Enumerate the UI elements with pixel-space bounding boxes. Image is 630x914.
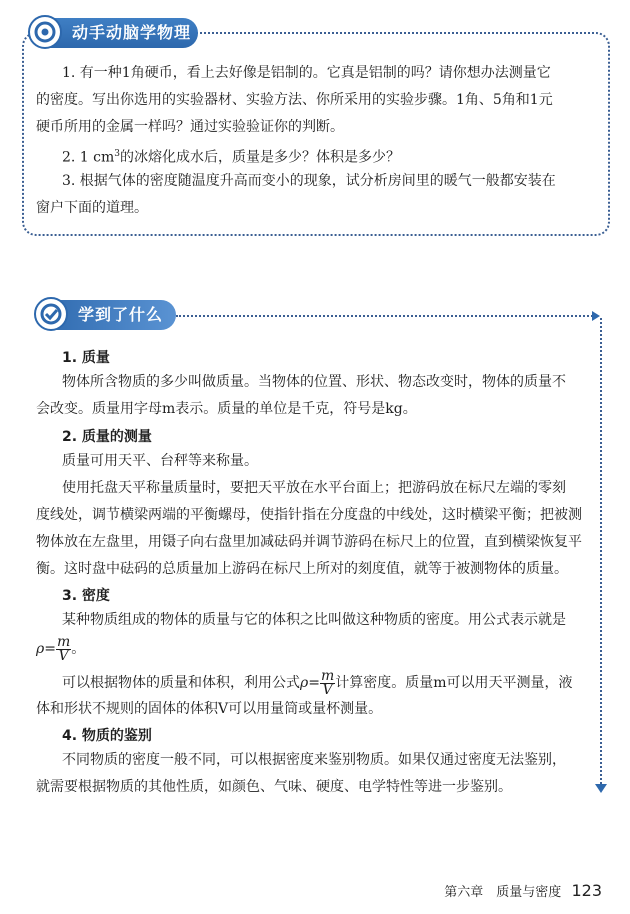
inline-numerator: m [320, 667, 335, 684]
s3-line-1: 某种物质组成的物体的质量与它的体积之比叫做这种物质的密度。用公式表示就是 [62, 612, 566, 628]
summary-top-arrow [592, 311, 600, 321]
fraction-denominator: V [58, 647, 69, 664]
summary-title-badge [36, 300, 176, 330]
q2-suffix: 的冰熔化成水后，质量是多少？体积是多少？ [120, 149, 401, 166]
s3-line-3 [62, 666, 573, 700]
s4-heading: 4. 物质的鉴别 [62, 728, 152, 744]
chapter-label: 第六章 质量与密度 [444, 885, 562, 900]
s2-line-3: 度线处，调节横梁两端的平衡螺母，使指针指在分度盘的中线处，这时横梁平衡；把被测 [36, 507, 582, 523]
inline-rho: ρ= [300, 675, 320, 691]
page-footer [444, 881, 602, 900]
page-number: 123 [571, 881, 602, 900]
summary-title: 学到了什么 [78, 305, 164, 324]
s3-line-4: 体和形状不规则的固体的体积V可以用量筒或量杯测量。 [36, 701, 383, 717]
s2-heading: 2. 质量的测量 [62, 429, 152, 445]
density-formula [36, 632, 85, 666]
s2-line-2: 使用托盘天平称量质量时，要把天平放在水平台面上；把游码放在标尺左端的零刻 [62, 480, 566, 496]
s2-line-1: 质量可用天平、台秤等来称量。 [62, 453, 258, 469]
inline-denominator: V [322, 681, 333, 698]
s2-line-4: 物体放在左盘里，用镊子向右盘里加减砝码并调节游码在标尺上的位置，直到横梁恢复平 [36, 534, 582, 550]
summary-header-line [176, 315, 596, 317]
formula-period: 。 [71, 641, 86, 657]
rho-symbol: ρ= [36, 641, 56, 657]
check-icon [34, 297, 68, 331]
inline-fraction [320, 667, 335, 698]
q3-line-1: 3. 根据气体的密度随温度升高而变小的现象，试分析房间里的暖气一般都安装在 [62, 173, 556, 189]
s4-line-1: 不同物质的密度一般不同，可以根据密度来鉴别物质。如果仅通过密度无法鉴别， [62, 752, 566, 768]
s3-line-3-b: 计算密度。质量m可以用天平测量，液 [335, 675, 573, 691]
s1-line-1: 物体所含物质的多少叫做质量。当物体的位置、形状、物态改变时，物体的质量不 [62, 374, 566, 390]
q1-line-2: 的密度。写出你选用的实验器材、实验方法、你所采用的实验步骤。1角、5角和1元 [36, 92, 553, 108]
s1-heading: 1. 质量 [62, 350, 110, 366]
s3-line-3-a: 可以根据物体的质量和体积，利用公式 [62, 675, 300, 691]
q1-line-3: 硬币所用的金属一样吗？通过实验验证你的判断。 [36, 119, 344, 135]
exercise-title-badge [30, 18, 198, 48]
q1-line-1: 1. 有一种1角硬币，看上去好像是铝制的。它真是铝制的吗？请你想办法测量它 [62, 65, 551, 81]
s3-heading: 3. 密度 [62, 588, 110, 604]
exercise-title: 动手动脑学物理 [72, 23, 192, 42]
target-icon [28, 15, 62, 49]
s4-line-2: 就需要根据物质的其他性质，如颜色、气味、硬度、电学特性等进一步鉴别。 [36, 779, 512, 795]
fraction-numerator: m [56, 633, 71, 650]
s1-line-2: 会改变。质量用字母m表示。质量的单位是千克，符号是kg。 [36, 401, 417, 417]
q3-line-2: 窗户下面的道理。 [36, 200, 148, 216]
q2-prefix: 2. 1 cm [62, 149, 115, 166]
summary-right-line [600, 318, 602, 788]
arrow-down-icon [595, 784, 607, 793]
density-fraction [56, 633, 71, 664]
q2-sup: 3 [114, 149, 121, 159]
s2-line-5: 衡。这时盘中砝码的总质量加上游码在标尺上所对的刻度值，就等于被测物体的质量。 [36, 561, 568, 577]
